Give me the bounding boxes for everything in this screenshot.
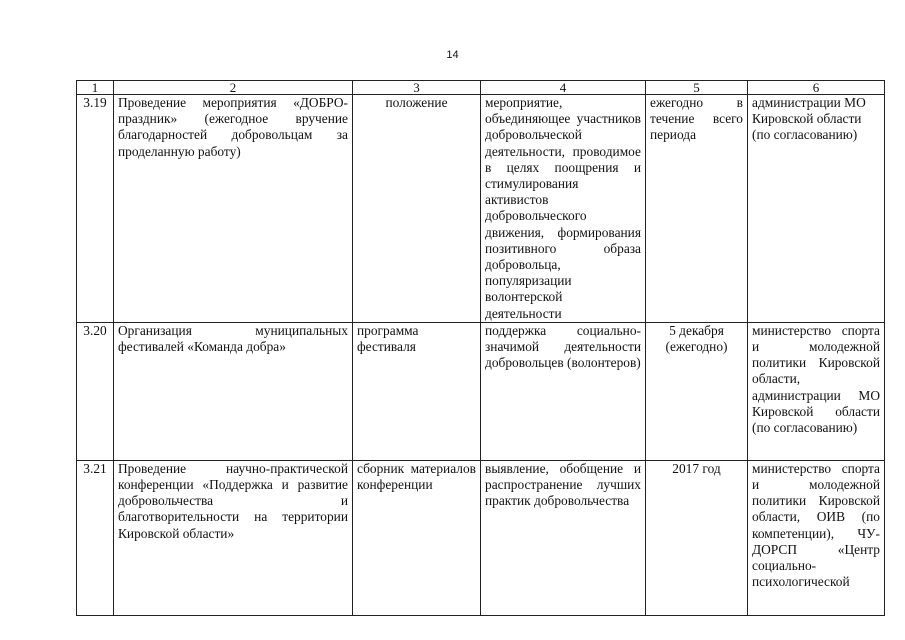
term-cell: 5 декабря (ежегодно) [646,322,748,460]
executors-cell: министерство спорта и молодежной политики Кировской области, администрации МО Кировской области (по согласованию) [748,322,885,460]
table-header-row [77,81,885,95]
column-header-number: 1 [77,81,114,95]
column-header-term: 5 [646,81,748,95]
form-cell: положение [353,95,481,323]
column-header-form: 3 [353,81,481,95]
result-cell: выявление, обобщение и распространение лучших практик добровольчества [481,460,646,615]
executors-cell: министерство спорта и молодежной политики Кировской области, ОИВ (по компетенции), ЧУ-ДОРСП «Центр социально-психологической [748,460,885,615]
table-row [77,460,885,615]
table-row [77,95,885,323]
column-header-event: 2 [114,81,353,95]
form-cell: программа фестиваля [353,322,481,460]
column-header-executors: 6 [748,81,885,95]
row-number: 3.20 [77,322,114,460]
column-header-result: 4 [481,81,646,95]
activities-table [76,80,885,616]
result-cell: поддержка социально-значимой деятельности добровольцев (волонтеров) [481,322,646,460]
event-cell: Проведение мероприятия «ДОБРО-праздник» (ежегодное вручение благодарностей добровольцам за проделанную работу) [114,95,353,323]
row-number: 3.19 [77,95,114,323]
result-cell: мероприятие, объединяющее участников добровольческой деятельности, проводимое в целях поощрения и стимулирования активистов добровольческого движения, формирования позитивного образа добровольца, популяризации волонтерской деятельности [481,95,646,323]
form-cell: сборник материалов конференции [353,460,481,615]
term-cell: 2017 год [646,460,748,615]
event-cell: Организация муниципальных фестивалей «Команда добра» [114,322,353,460]
row-number: 3.21 [77,460,114,615]
page-number: 14 [446,49,459,61]
event-cell: Проведение научно-практической конференции «Поддержка и развитие добровольчества и благотворительности на территории Кировской области» [114,460,353,615]
table-row [77,322,885,460]
term-cell: ежегодно в течение всего периода [646,95,748,323]
executors-cell: администрации МО Кировской области (по согласованию) [748,95,885,323]
